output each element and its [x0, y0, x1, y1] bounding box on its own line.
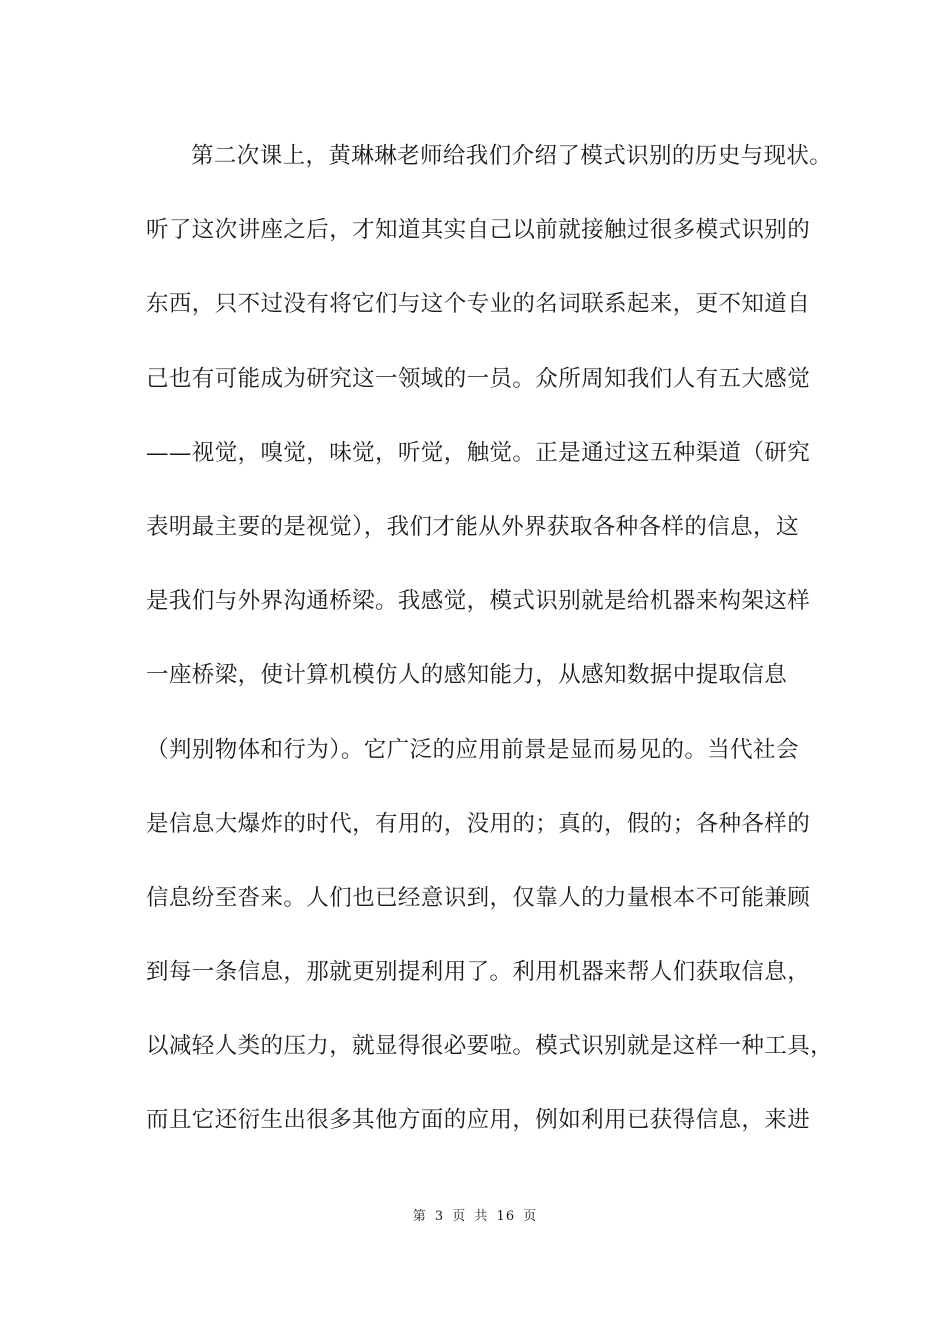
text-line: 第二次课上，黄琳琳老师给我们介绍了模式识别的历史与现状。 — [191, 143, 833, 169]
text-line: （判别物体和行为）。它广泛的应用前景是显而易见的。当代社会 — [146, 736, 799, 763]
text-line: 表明最主要的是视觉），我们才能从外界获取各种各样的信息，这 — [146, 513, 799, 540]
text-line: 是我们与外界沟通桥梁。我感觉，模式识别就是给机器来构架这样 — [146, 588, 811, 615]
text-line: ——视觉，嗅觉，味觉，听觉，触觉。正是通过这五种渠道（研究 — [146, 439, 811, 466]
text-line: 到每一条信息，那就更别提利用了。利用机器来帮人们获取信息， — [146, 959, 811, 986]
text-line: 己也有可能成为研究这一领域的一员。众所周知我们人有五大感觉 — [146, 365, 811, 392]
text-line: 信息纷至沓来。人们也已经意识到，仅靠人的力量根本不可能兼顾 — [146, 884, 811, 911]
text-line: 而且它还衍生出很多其他方面的应用，例如利用已获得信息，来进 — [146, 1107, 811, 1134]
body-text — [146, 133, 834, 1172]
text-line: 东西，只不过没有将它们与这个专业的名词联系起来，更不知道自 — [146, 291, 811, 318]
text-line: 一座桥梁，使计算机模仿人的感知能力，从感知数据中提取信息 — [146, 662, 788, 689]
text-line: 以减轻人类的压力，就显得很必要啦。模式识别就是这样一种工具， — [146, 1033, 834, 1060]
text-line: 是信息大爆炸的时代，有用的，没用的；真的，假的；各种各样的 — [146, 810, 811, 837]
page-number-footer: 第 3 页 共 16 页 — [412, 1209, 538, 1224]
text-line: 听了这次讲座之后，才知道其实自己以前就接触过很多模式识别的 — [146, 217, 811, 244]
